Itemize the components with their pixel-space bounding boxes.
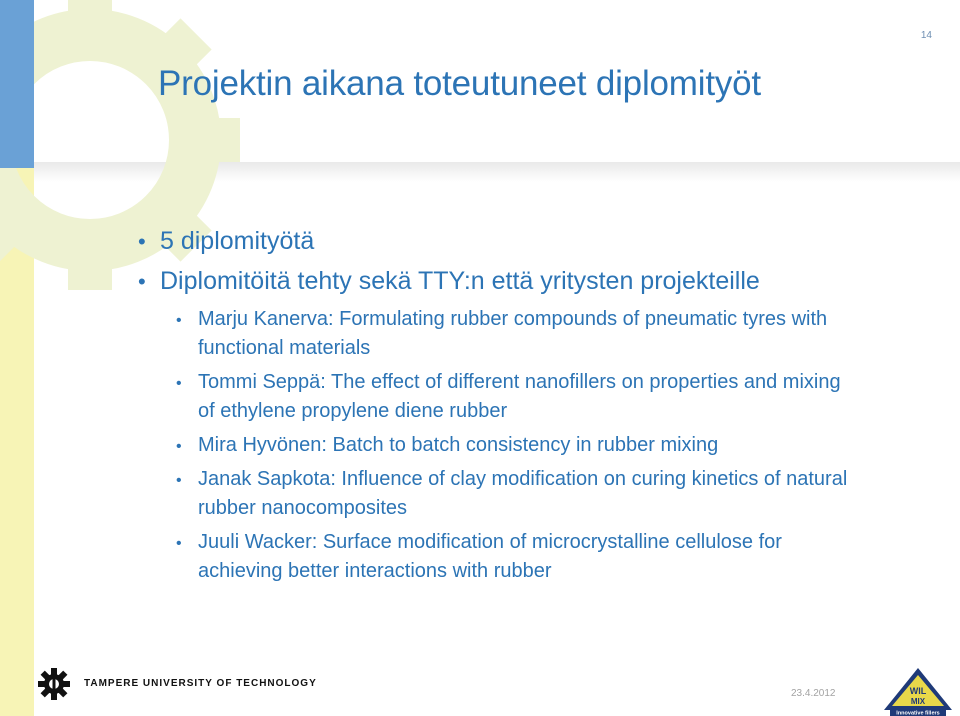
bullet-item: [138, 222, 858, 260]
sub-bullet-icon: [176, 465, 182, 495]
sub-bullet-text: Marju Kanerva: Formulating rubber compounds of pneumatic tyres with functional materials: [198, 308, 828, 359]
wilmix-logo-tagline: Innovative fillers: [896, 710, 940, 716]
sub-bullet-item: [138, 465, 858, 523]
wilmix-logo-bottom: MIX: [910, 697, 926, 706]
sub-bullet-text: Juuli Wacker: Surface modification of microcrystalline cellulose for achieving better interactions with rubber: [198, 531, 782, 582]
slide-footer: [34, 660, 960, 716]
sub-bullet-icon: [176, 528, 182, 558]
sub-bullet-icon: [176, 305, 182, 335]
bullet-item: [138, 262, 858, 300]
left-bar-accent: [0, 0, 34, 168]
slide-title: Projektin aikana toteutuneet diplomityöt: [158, 64, 761, 103]
page-number: 14: [920, 30, 932, 41]
sub-bullet-text: Janak Sapkota: Influence of clay modification on curing kinetics of natural rubber nanocomposites: [198, 468, 848, 519]
sub-bullet-text: Tommi Seppä: The effect of different nanofillers on properties and mixing of ethylene propylene diene rubber: [198, 371, 841, 422]
sub-bullet-item: [138, 368, 858, 426]
bullet-icon: [138, 222, 146, 261]
bullet-text: Diplomitöitä tehty sekä TTY:n että yritysten projekteille: [160, 267, 760, 295]
university-name: TAMPERE UNIVERSITY OF TECHNOLOGY: [84, 678, 317, 689]
bullet-text: 5 diplomityötä: [160, 227, 315, 255]
sub-bullet-item: [138, 431, 858, 460]
bullet-icon: [138, 262, 146, 301]
sub-bullet-item: [138, 305, 858, 363]
wilmix-logo: [882, 666, 954, 716]
sub-bullet-list: [138, 305, 858, 586]
slide-date: 23.4.2012: [791, 688, 836, 699]
sub-bullet-item: [138, 528, 858, 586]
gear-logo-icon: [38, 668, 70, 700]
wilmix-logo-top: WIL: [909, 686, 927, 696]
slide-content: [138, 222, 858, 586]
sub-bullet-text: Mira Hyvönen: Batch to batch consistency in rubber mixing: [198, 434, 719, 456]
sub-bullet-icon: [176, 368, 182, 398]
sub-bullet-icon: [176, 431, 182, 461]
